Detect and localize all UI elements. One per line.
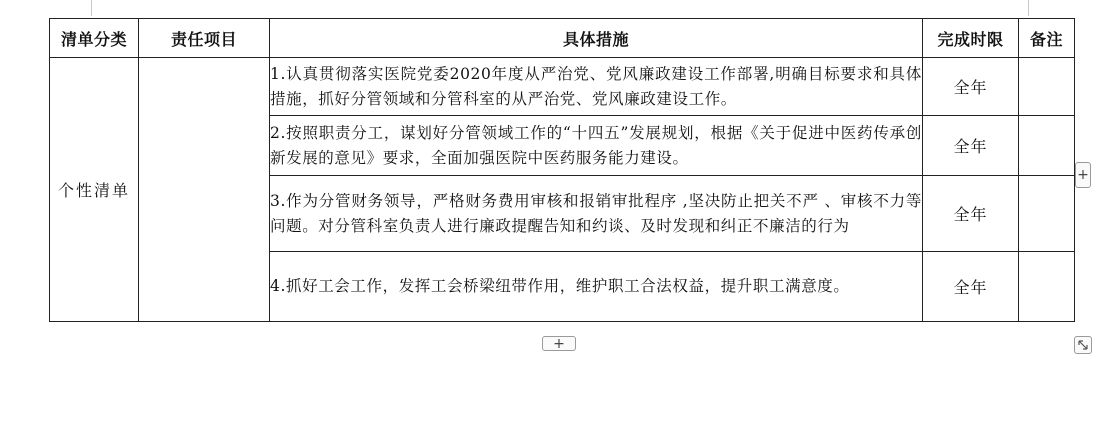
deadline-cell[interactable]: 全年 xyxy=(923,176,1019,252)
remarks-cell[interactable] xyxy=(1019,58,1075,116)
header-category[interactable]: 清单分类 xyxy=(50,19,139,58)
header-row xyxy=(50,19,1075,58)
header-measures[interactable]: 具体措施 xyxy=(270,19,923,58)
deadline-cell[interactable]: 全年 xyxy=(923,58,1019,116)
responsibility-cell[interactable] xyxy=(139,58,270,322)
remarks-cell[interactable] xyxy=(1019,116,1075,176)
measure-cell[interactable]: 4.抓好工会工作，发挥工会桥梁纽带作用，维护职工合法权益，提升职工满意度。 xyxy=(270,252,923,322)
deadline-cell[interactable]: 全年 xyxy=(923,252,1019,322)
measure-cell[interactable]: 1.认真贯彻落实医院党委2020年度从严治党、党风廉政建设工作部署,明确目标要求和具体措施，抓好分管领域和分管科室的从严治党、党风廉政建设工作。 xyxy=(270,58,923,116)
header-remarks[interactable]: 备注 xyxy=(1019,19,1075,58)
header-deadline[interactable]: 完成时限 xyxy=(923,19,1019,58)
resize-diagonal-icon xyxy=(1075,337,1091,353)
table-resize-handle[interactable] xyxy=(1074,336,1092,354)
table-row xyxy=(50,58,1075,116)
measure-cell[interactable]: 3.作为分管财务领导，严格财务费用审核和报销审批程序 ,坚决防止把关不严 、审核不力等问题。对分管科室负责人进行廉政提醒告知和约谈、及时发现和纠正不廉洁的行为 xyxy=(270,176,923,252)
measure-cell[interactable]: 2.按照职责分工，谋划好分管领域工作的“十四五”发展规划，根据《关于促进中医药传承创新发展的意见》要求，全面加强医院中医药服务能力建设。 xyxy=(270,116,923,176)
add-column-button[interactable]: + xyxy=(1075,162,1091,188)
remarks-cell[interactable] xyxy=(1019,252,1075,322)
category-cell[interactable]: 个性清单 xyxy=(50,58,139,322)
checklist-table xyxy=(49,18,1075,322)
header-responsibility[interactable]: 责任项目 xyxy=(139,19,270,58)
margin-guide-right xyxy=(1028,0,1029,16)
remarks-cell[interactable] xyxy=(1019,176,1075,252)
margin-guide-left xyxy=(91,0,92,16)
deadline-cell[interactable]: 全年 xyxy=(923,116,1019,176)
add-row-button[interactable]: + xyxy=(542,336,576,351)
